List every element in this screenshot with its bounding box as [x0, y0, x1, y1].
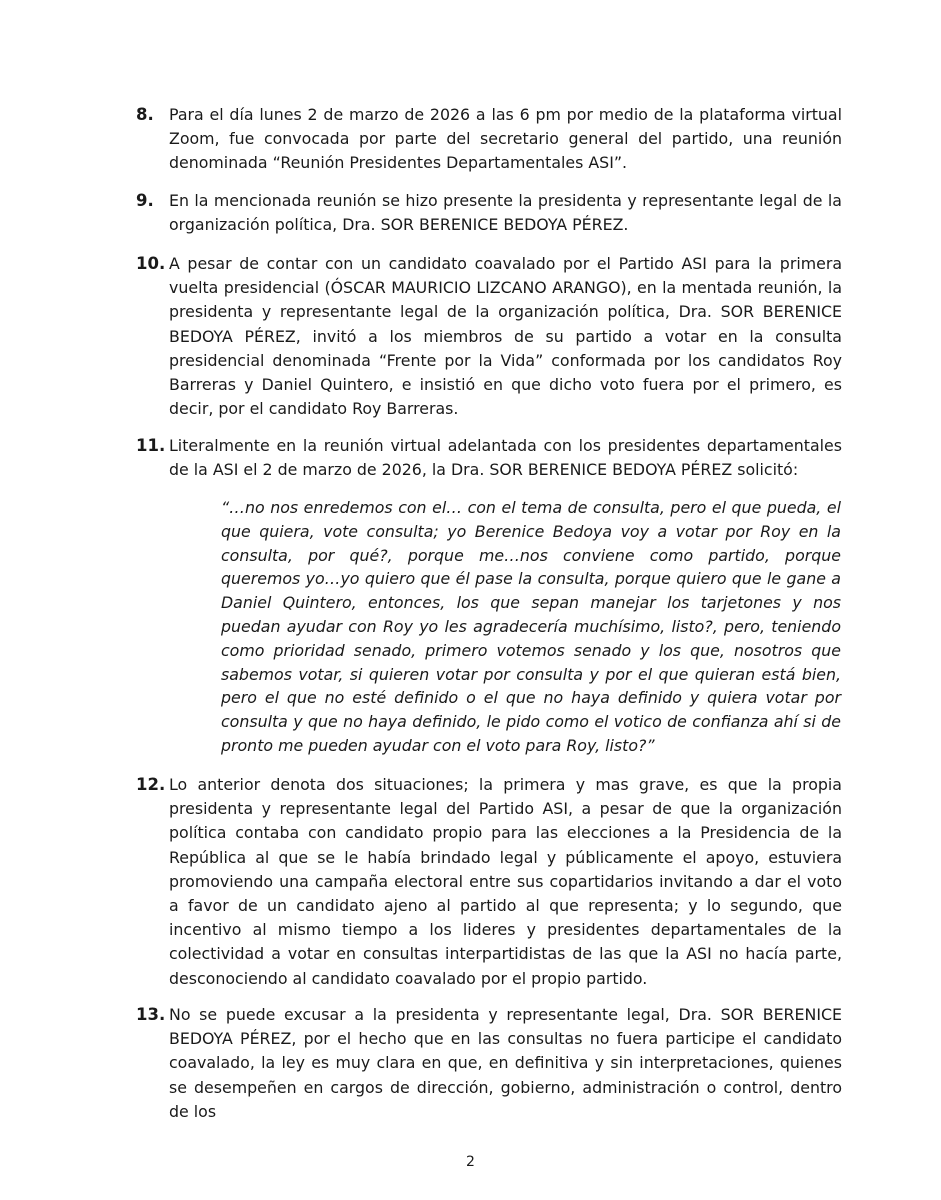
paragraph-10	[136, 252, 842, 421]
paragraph-text: Para el día lunes 2 de marzo de 2026 a las 6 pm por medio de la plataforma virtual Zoom, fue convocada por parte del secretario general del partido, una reunión denominada “Reunión Presidentes Departamentales ASI”.	[169, 105, 842, 173]
paragraph-number: 9.	[136, 191, 154, 210]
paragraph-number: 8.	[136, 105, 154, 124]
paragraph-12	[136, 773, 842, 991]
paragraph-number: 10.	[136, 254, 166, 273]
paragraph-8	[136, 103, 842, 176]
paragraph-text: No se puede excusar a la presidenta y representante legal, Dra. SOR BERENICE BEDOYA PÉREZ, por el hecho que en las consultas no fuera participe el candidato coavalado, la ley es muy clara en que, en definitiva y sin interpretaciones, quienes se desempeñen en cargos de dirección, gobierno, administración o control, dentro de los	[169, 1005, 842, 1121]
paragraph-number: 11.	[136, 436, 166, 455]
paragraph-13	[136, 1003, 842, 1124]
paragraph-number: 13.	[136, 1005, 166, 1024]
paragraph-9	[136, 189, 842, 237]
paragraph-text: En la mencionada reunión se hizo presente la presidenta y representante legal de la organización política, Dra. SOR BERENICE BEDOYA PÉREZ.	[169, 191, 842, 235]
paragraph-text: A pesar de contar con un candidato coavalado por el Partido ASI para la primera vuelta presidencial (ÓSCAR MAURICIO LIZCANO ARANGO), en la mentada reunión, la presidenta y representante legal de la organización política, Dra. SOR BERENICE BEDOYA PÉREZ, invitó a los miembros de su partido a votar en la consulta presidencial denominada “Frente por la Vida” conformada por los candidatos Roy Barreras y Daniel Quintero, e insistió en que dicho voto fuera por el primero, es decir, por el candidato Roy Barreras.	[169, 254, 842, 419]
block-quote: “…no nos enredemos con el… con el tema de consulta, pero el que pueda, el que quiera, vote consulta; yo Berenice Bedoya voy a votar por Roy en la consulta, por qué?, porque me…nos conviene como partido, porque queremos yo…yo quiero que él pase la consulta, porque quiero que le gane a Daniel Quintero, entonces, los que sepan manejar los tarjetones y nos puedan ayudar con Roy yo les agradecería muchísimo, listo?, pero, teniendo como prioridad senado, primero votemos senado y los que, nosotros que sabemos votar, si quieren votar por consulta y por el que quieran está bien, pero el que no esté definido o el que no haya definido y quiera votar por consulta y que no haya definido, le pido como el votico de confianza ahí si de pronto me pueden ayudar con el voto para Roy, listo?”	[221, 498, 841, 755]
paragraph-text: Literalmente en la reunión virtual adelantada con los presidentes departamentales de la ASI el 2 de marzo de 2026, la Dra. SOR BERENICE BEDOYA PÉREZ solicitó:	[169, 436, 842, 480]
paragraph-text: Lo anterior denota dos situaciones; la primera y mas grave, es que la propia presidenta y representante legal del Partido ASI, a pesar de que la organización política contaba con candidato propio para las elecciones a la Presidencia de la República al que se le había brindado legal y públicamente el apoyo, estuviera promoviendo una campaña electoral entre sus copartidarios invitando a dar el voto a favor de un candidato ajeno al partido al que representa; y lo segundo, que incentivo al mismo tiempo a los lideres y presidentes departamentales de la colectividad a votar en consultas interpartidistas de las que la ASI no hacía parte, desconociendo al candidato coavalado por el propio partido.	[169, 775, 842, 988]
paragraph-11	[136, 434, 842, 482]
paragraph-number: 12.	[136, 775, 166, 794]
page-number: 2	[466, 1154, 475, 1170]
